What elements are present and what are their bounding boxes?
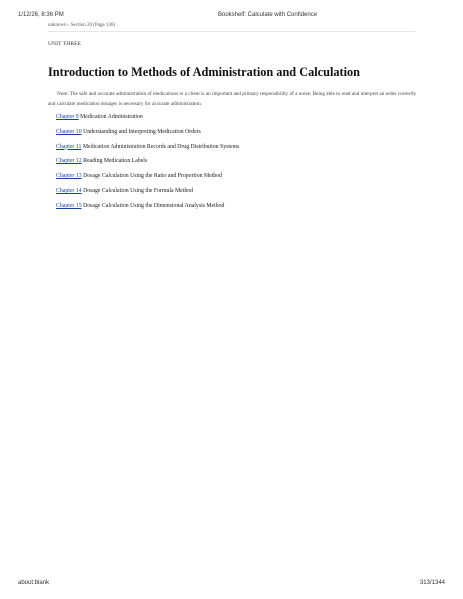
chapter-link[interactable]: Chapter 14 (56, 187, 82, 194)
source-line: unknown - Section 20 (Page 136) (48, 23, 116, 28)
chapter-title: Understanding and Interpreting Medication Orders (83, 128, 201, 135)
header-datetime: 1/12/26, 8:36 PM (18, 12, 64, 18)
chapter-link[interactable]: Chapter 11 (56, 143, 82, 150)
chapter-title: Medication Administration (80, 114, 143, 120)
intro-note: Note: The safe and accurate administration of medications to a client is an important and primary responsibility of a nurse. Being able to read and interpret an order correctly and calculate medication dosages is necessary for accurate administration. (48, 91, 417, 107)
chapter-item (56, 144, 239, 159)
chapter-item (56, 158, 239, 173)
divider (48, 31, 415, 32)
page-title: Introduction to Methods of Administration and Calculation (48, 65, 361, 79)
chapter-title: Medication Administration Records and Drug Distribution Systems (82, 143, 240, 150)
chapter-title: Dosage Calculation Using the Formula Method (83, 187, 194, 194)
chapter-item (56, 114, 239, 129)
unit-label: UNIT THREE (48, 41, 82, 47)
chapter-link[interactable]: Chapter 9 (56, 114, 79, 120)
footer-page-number: 313/1344 (419, 580, 445, 586)
chapter-item (56, 173, 239, 188)
chapter-link[interactable]: Chapter 10 (56, 128, 82, 135)
chapter-item (56, 129, 239, 144)
chapter-title: Dosage Calculation Using the Ratio and Proportion Method (83, 173, 223, 180)
chapter-list (56, 114, 239, 218)
footer-url: about:blank (18, 580, 50, 586)
chapter-link[interactable]: Chapter 12 (56, 158, 82, 165)
chapter-item (56, 188, 239, 203)
chapter-title: Dosage Calculation Using the Dimensional Analysis Method (83, 202, 225, 209)
chapter-item (56, 203, 239, 218)
chapter-link[interactable]: Chapter 15 (56, 202, 82, 209)
header-title: Bookshelf: Calculate with Confidence (218, 12, 318, 18)
chapter-link[interactable]: Chapter 13 (56, 173, 82, 180)
chapter-title: Reading Medication Labels (83, 158, 148, 165)
